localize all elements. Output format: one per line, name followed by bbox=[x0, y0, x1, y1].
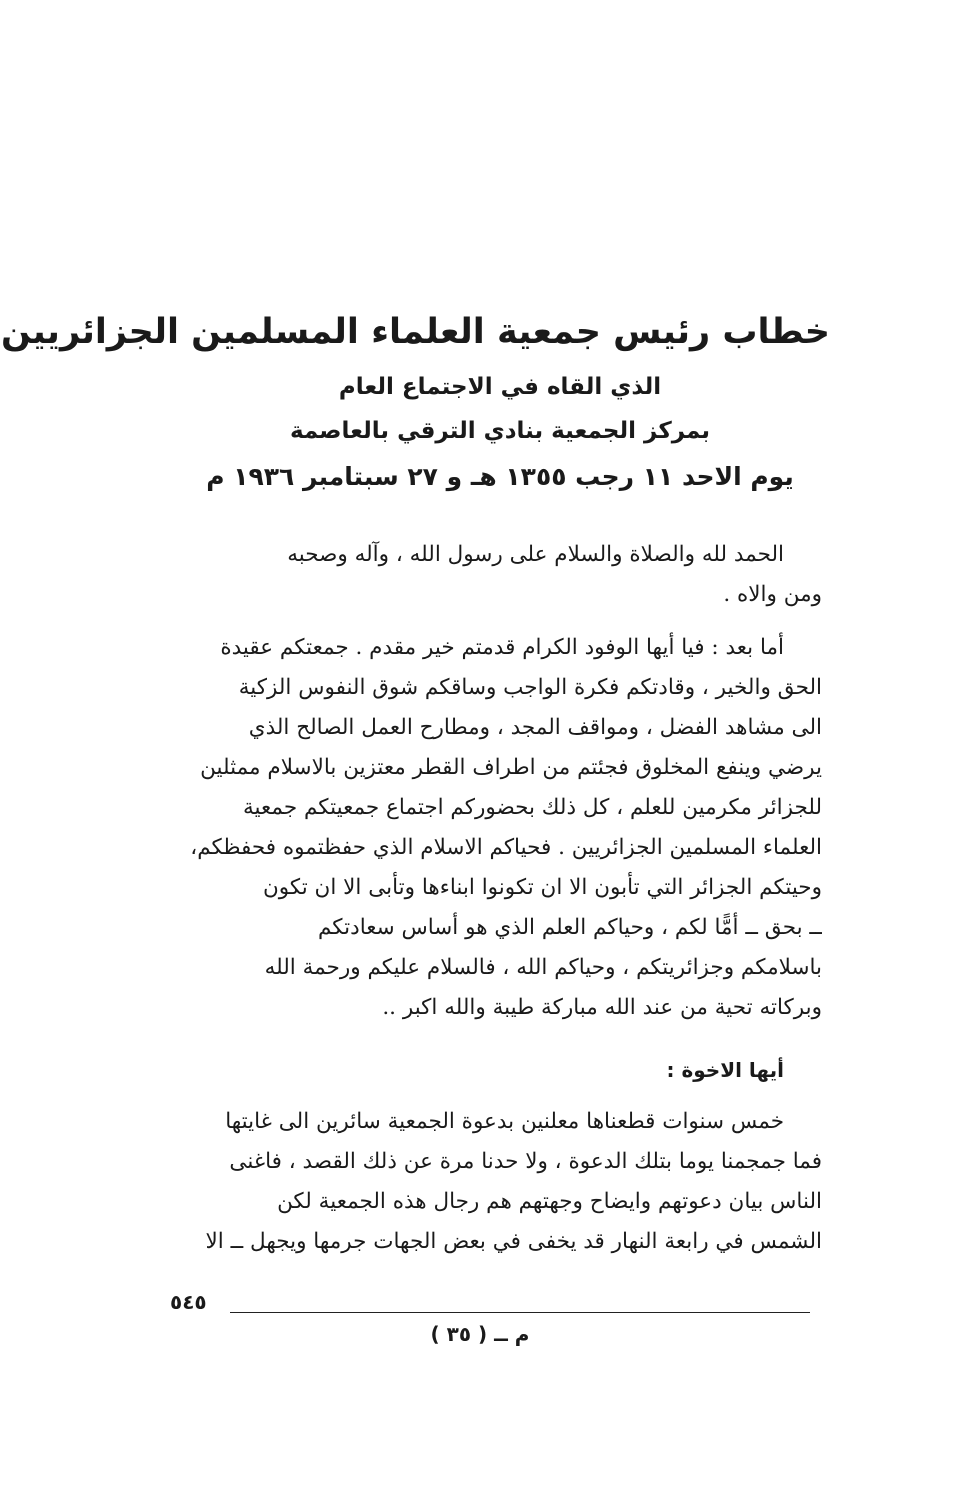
paragraph-greeting bbox=[168, 628, 822, 1028]
text-line: العلماء المسلمين الجزائريين . فحياكم الاسلام الذي حفظتموه فحفظكم، bbox=[190, 835, 822, 860]
page-number: ٥٤٥ bbox=[170, 1290, 207, 1314]
text-line: وحيتكم الجزائر التي تأبون الا ان تكونوا ابناءها وتأبى الا ان تكون bbox=[262, 875, 822, 900]
date-line: يوم الاحد ١١ رجب ١٣٥٥ هـ و ٢٧ سبتامبر ١٩٣٦ م bbox=[206, 462, 794, 491]
text-line: للجزائر مكرمين للعلم ، كل ذلك بحضوركم اجتماع جمعيتكم جمعية bbox=[243, 795, 822, 820]
text-line: أيها الاخوة : bbox=[666, 1058, 784, 1082]
text-line: الناس بيان دعوتهم وايضاح وجهتهم هم رجال هذه الجمعية لكن bbox=[277, 1189, 822, 1214]
text-line: فما جمجمنا يوما بتلك الدعوة ، ولا حدنا مرة عن ذلك القصد ، فاغنى bbox=[229, 1149, 822, 1174]
footer-divider bbox=[230, 1312, 810, 1313]
text-line: يرضي وينفع المخلوق فجئتم من اطراف القطر معتزين بالاسلام ممثلين bbox=[200, 755, 822, 780]
text-line: باسلامكم وجزائريتكم ، وحياكم الله ، فالسلام عليكم ورحمة الله bbox=[264, 955, 822, 980]
text-line: ــ بحق ــ أمًّا لكم ، وحياكم العلم الذي هو أساس سعادتكم bbox=[317, 915, 822, 940]
section-heading bbox=[168, 1050, 822, 1090]
subtitle-line-2: بمركز الجمعية بنادي الترقي بالعاصمة bbox=[289, 418, 711, 444]
subtitle-line-1: الذي القاه في الاجتماع العام bbox=[338, 374, 662, 400]
text-line: أما بعد : فيا أيها الوفود الكرام قدمتم خير مقدم . جمعتكم عقيدة bbox=[220, 635, 784, 660]
paragraph-five-years bbox=[168, 1102, 822, 1262]
text-line: خمس سنوات قطعناها معلنين بدعوة الجمعية سائرين الى غايتها bbox=[225, 1109, 784, 1134]
paragraph-opening bbox=[168, 535, 822, 615]
text-line: الى مشاهد الفضل ، ومواقف المجد ، ومطارح العمل الصالح الذي bbox=[248, 715, 822, 740]
text-line: وبركاته تحية من عند الله مباركة طيبة والله اكبر .. bbox=[382, 995, 822, 1020]
document-title: خطاب رئيس جمعية العلماء المسلمين الجزائريين bbox=[1, 312, 830, 352]
text-line: الحق والخير ، وقادتكم فكرة الواجب وساقكم شوق النفوس الزكية bbox=[238, 675, 822, 700]
signature-mark: م ــ ( ٣٥ ) bbox=[430, 1322, 530, 1346]
text-line: الشمس في رابعة النهار قد يخفى في بعض الجهات جرمها ويجهل ــ الا bbox=[205, 1229, 822, 1254]
text-line: الحمد لله والصلاة والسلام على رسول الله ، وآله وصحبه bbox=[287, 542, 784, 567]
text-line: ومن والاه . bbox=[723, 582, 822, 607]
